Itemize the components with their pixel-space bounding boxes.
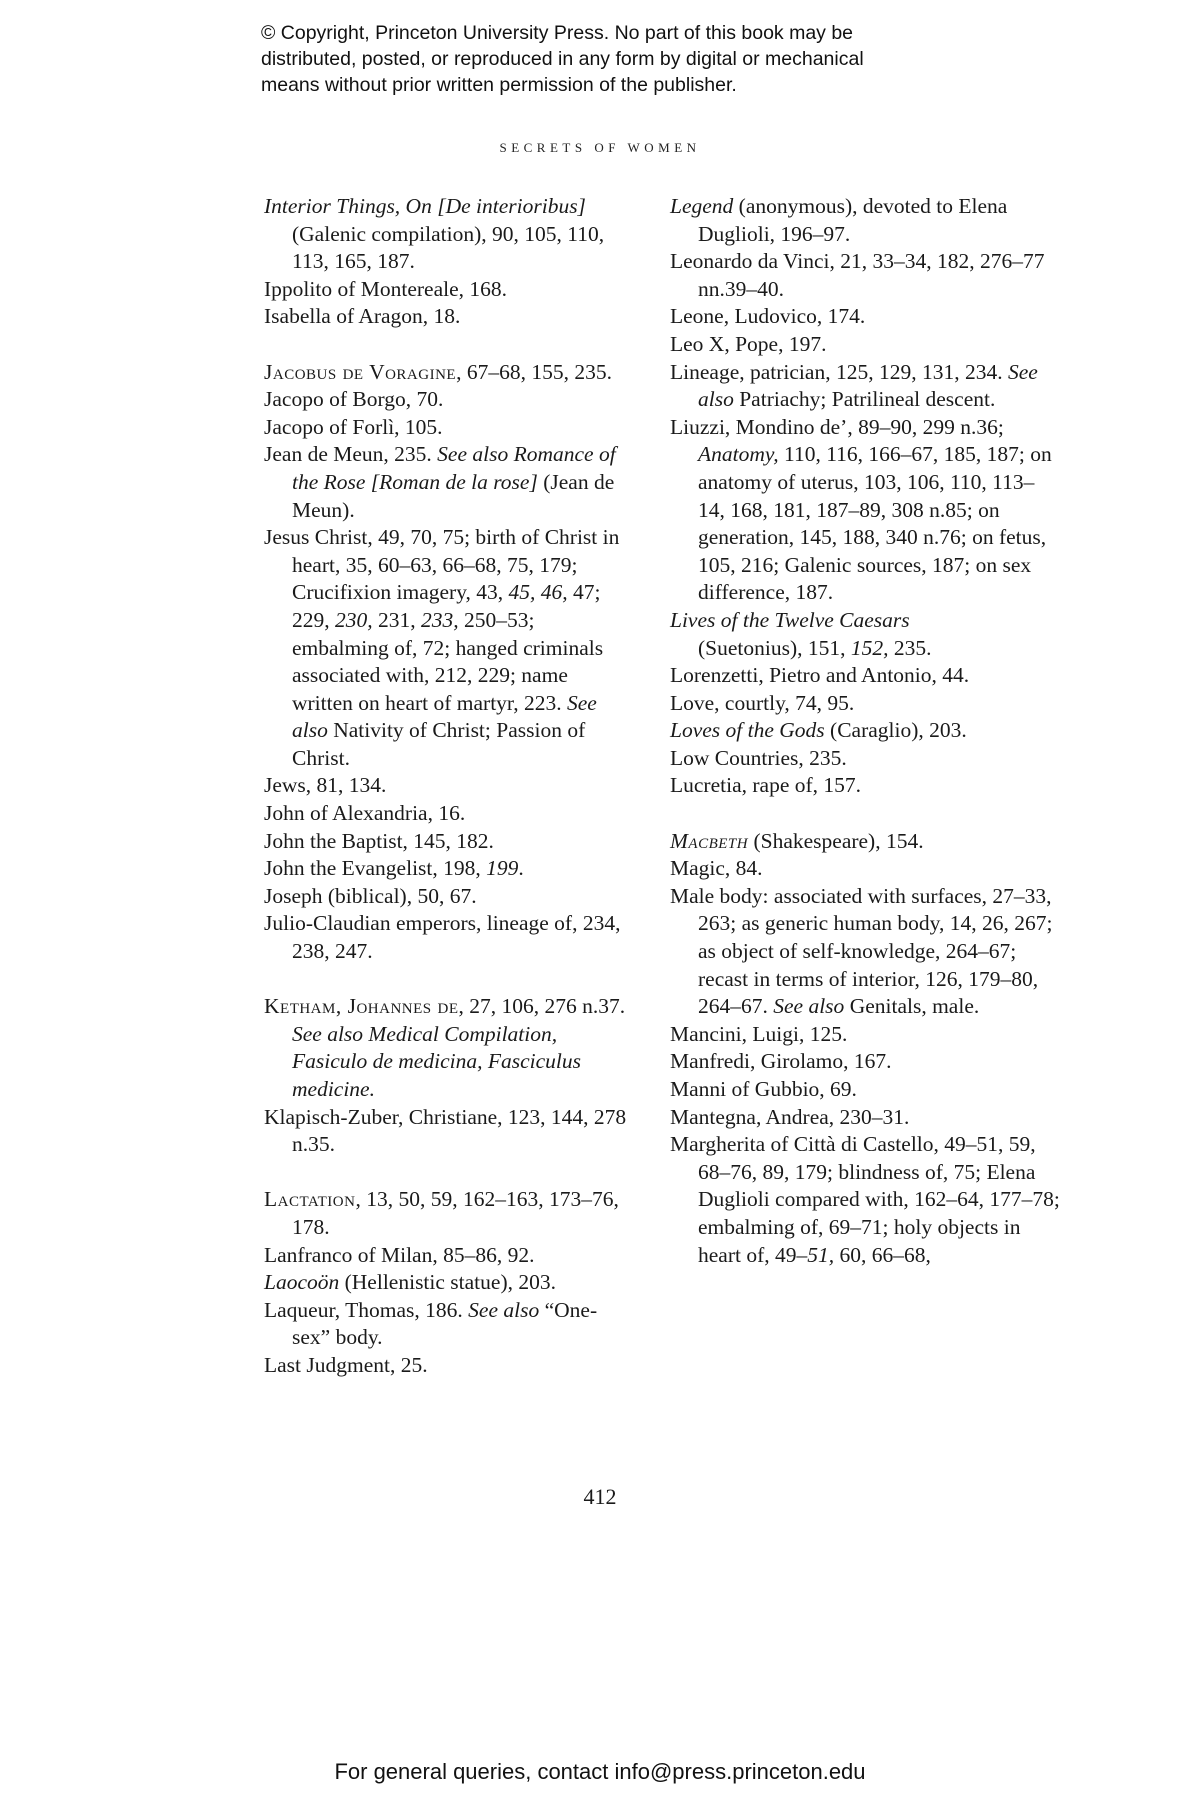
index-entry: Manni of Gubbio, 69. <box>670 1077 857 1101</box>
copyright-notice <box>261 20 1061 98</box>
index-entry: Jacopo of Forlì, 105. <box>264 414 443 439</box>
index-entry: Jews, 81, 134. <box>264 773 387 798</box>
footer-contact: For general queries, contact info@press.princeton.edu <box>334 1759 866 1784</box>
index-entry: Macbeth (Shakespeare), 154. <box>670 828 924 853</box>
index-entry: John the Baptist, 145, 182. <box>264 828 494 853</box>
index-entry: Low Countries, 235. <box>670 745 847 770</box>
index-entry: Loves of the Gods (Caraglio), 203. <box>670 718 967 743</box>
index-entry: Lucretia, rape of, 157. <box>670 773 862 798</box>
index-entry: Margherita of Città di Castello, 49–51, 59, 68–76, 89, 179; blindness of, 75; Elena Duglioli compared with, 162–64, 177–78; embalming of, 69–71; holy objects in heart of, 49–51, 60, 66–68, <box>670 1132 1060 1267</box>
index-entry: Ketham, Johannes de, 27, 106, 276 n.37. See also Medical Compilation, Fasiculo de medicina, Fasciculus medicine. <box>264 994 626 1101</box>
index-entry: Leone, Ludovico, 174. <box>670 304 866 329</box>
index-entry: John the Evangelist, 198, 199. <box>264 856 524 881</box>
index-column-right <box>670 193 1060 1269</box>
index-entry: Leo X, Pope, 197. <box>670 331 827 356</box>
index-column-left <box>264 193 634 1380</box>
index-entry: Lineage, patrician, 125, 129, 131, 234. See also Patriachy; Patrilineal descent. <box>670 359 1038 412</box>
index-entry: Laocoön (Hellenistic statue), 203. <box>264 1270 556 1295</box>
index-entry: Isabella of Aragon, 18. <box>264 304 461 329</box>
index-entry: Legend (anonymous), devoted to Elena Duglioli, 196–97. <box>670 194 1008 246</box>
index-entry: Laqueur, Thomas, 186. See also “One-sex” body. <box>264 1297 598 1350</box>
index-entry: Leonardo da Vinci, 21, 33–34, 182, 276–77 nn.39–40. <box>670 249 1045 301</box>
index-entry: Jesus Christ, 49, 70, 75; birth of Christ in heart, 35, 60–63, 66–68, 75, 179; Crucifixion imagery, 43, 45, 46, 47; 229, 230, 231, 233, 250–53; embalming of, 72; hanged criminals associated with, 212, 229; name written on heart of martyr, 223. See also Nativity of Christ; Passion of Christ. <box>264 525 620 770</box>
index-entry: Last Judgment, 25. <box>264 1352 428 1377</box>
index-entry: Jacopo of Borgo, 70. <box>264 387 444 412</box>
index-entry: Lorenzetti, Pietro and Antonio, 44. <box>670 663 970 688</box>
index-entry: Mantegna, Andrea, 230–31. <box>670 1104 910 1129</box>
page-number: 412 <box>583 1484 617 1509</box>
index-entry: Ippolito of Montereale, 168. <box>264 276 508 301</box>
index-entry: Julio-Claudian emperors, lineage of, 234, 238, 247. <box>264 911 621 964</box>
index-entry: Jean de Meun, 235. See also Romance of the Rose [Roman de la rose] (Jean de Meun). <box>264 442 616 522</box>
index-entry: Lives of the Twelve Caesars (Suetonius), 151, 152, 235. <box>670 607 932 660</box>
index-entry: Jacobus de Voragine, 67–68, 155, 235. <box>264 359 612 384</box>
index-entry: Manfredi, Girolamo, 167. <box>670 1049 892 1074</box>
copyright-line: © Copyright, Princeton University Press. No part of this book may be <box>261 22 854 44</box>
index-entry: Klapisch-Zuber, Christiane, 123, 144, 278 n.35. <box>264 1104 627 1157</box>
copyright-line: distributed, posted, or reproduced in any form by digital or mechanical <box>261 48 864 70</box>
index-entry: Lanfranco of Milan, 85–86, 92. <box>264 1242 535 1267</box>
index-entry: John of Alexandria, 16. <box>264 801 466 826</box>
index-entry: Male body: associated with surfaces, 27–33, 263; as generic human body, 14, 26, 267; as object of self-knowledge, 264–67; recast in terms of interior, 126, 179–80, 264–67. See also Genitals, male. <box>670 883 1053 1019</box>
copyright-line: means without prior written permission of the publisher. <box>261 74 737 96</box>
index-entry: Joseph (biblical), 50, 67. <box>264 883 477 908</box>
index-entry: Interior Things, On [De interioribus] (Galenic compilation), 90, 105, 110, 113, 165, 187. <box>264 194 605 274</box>
index-entry: Lactation, 13, 50, 59, 162–163, 173–76, 178. <box>264 1187 619 1239</box>
index-entry: Love, courtly, 74, 95. <box>670 690 855 715</box>
index-entry: Mancini, Luigi, 125. <box>670 1021 848 1046</box>
index-entry: Magic, 84. <box>670 856 763 881</box>
index-entry: Liuzzi, Mondino de’, 89–90, 299 n.36; Anatomy, 110, 116, 166–67, 185, 187; on anatomy of uterus, 103, 106, 110, 113–14, 168, 181, 187–89, 308 n.85; on generation, 145, 188, 340 n.76; on fetus, 105, 216; Galenic sources, 187; on sex difference, 187. <box>670 414 1052 605</box>
running-head: SECRETS OF WOMEN <box>499 140 701 155</box>
